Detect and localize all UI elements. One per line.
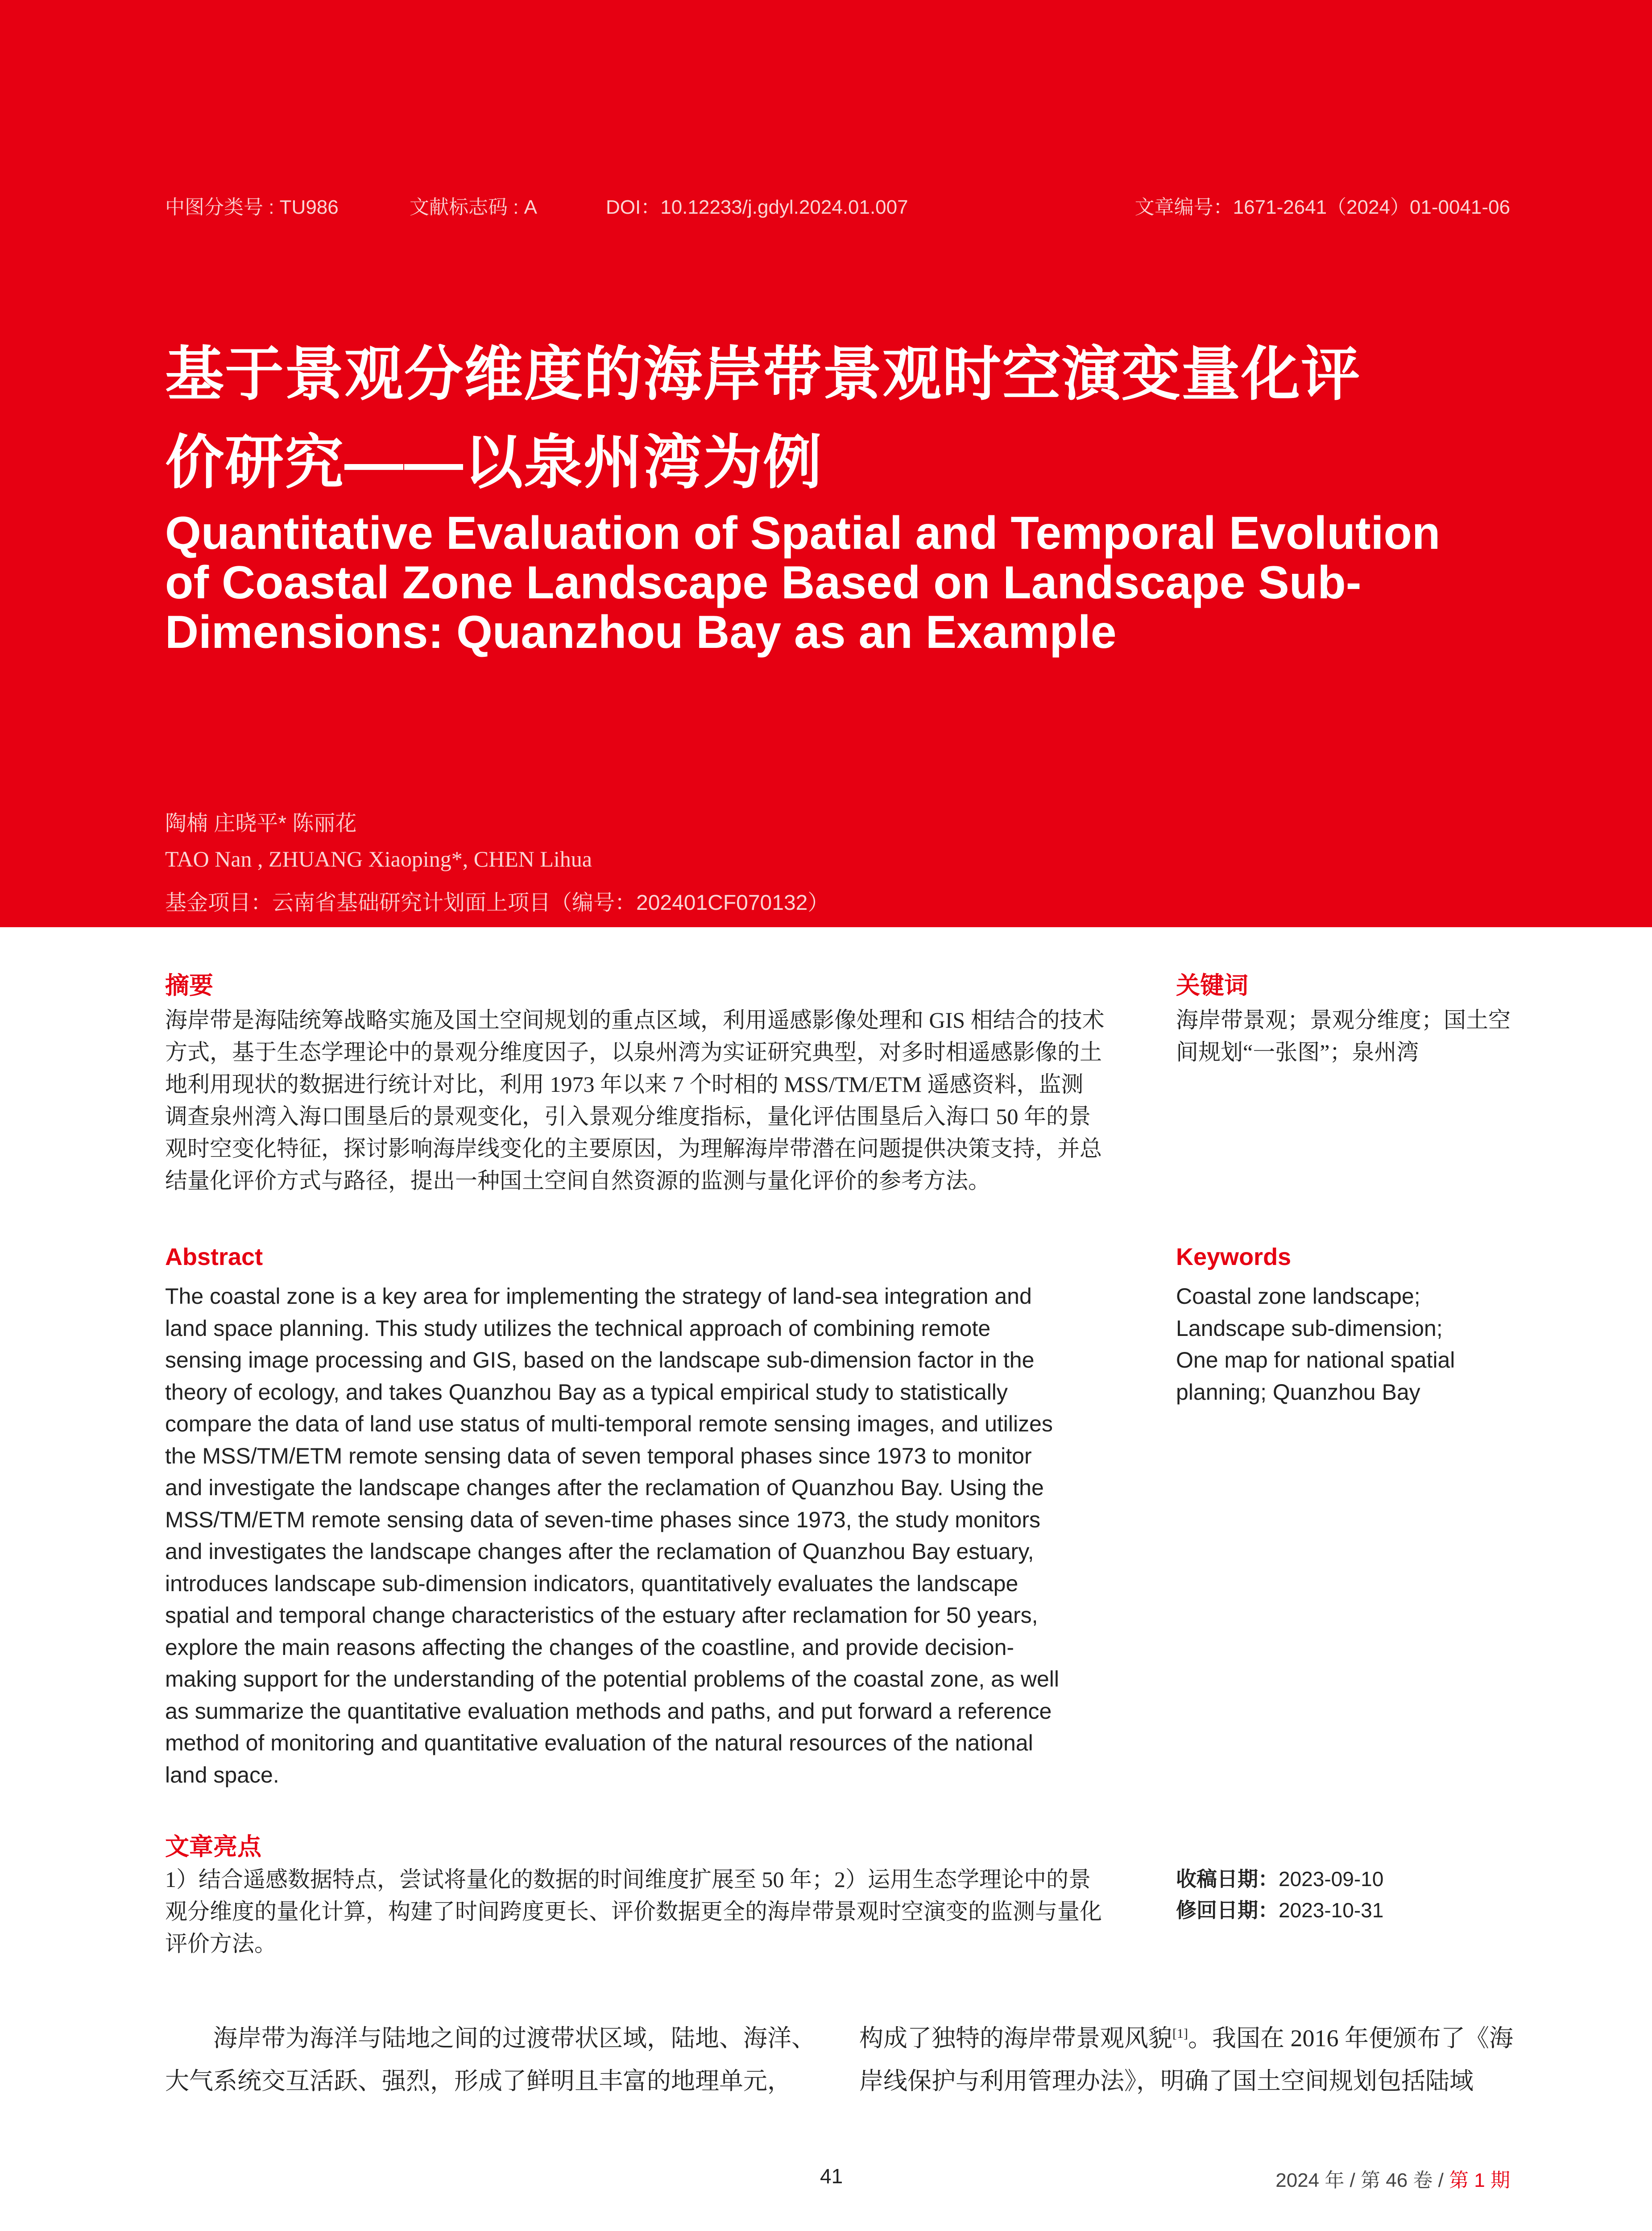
text-line: 海岸带景观；景观分维度；国土空 (1176, 1008, 1511, 1033)
keywords-en-body (1176, 1281, 1497, 1408)
clc-code: 中图分类号 : TU986 (165, 196, 339, 218)
authors-chinese: 陶楠 庄晓平* 陈丽花 (165, 812, 357, 835)
title-en-line: Dimensions: Quanzhou Bay as an Example (165, 606, 1117, 658)
text-line: introduces landscape sub-dimension indicators, quantitatively evaluates the landscape (165, 1571, 1019, 1596)
text-line: One map for national spatial (1176, 1348, 1455, 1373)
text-line: 评价方法。 (165, 1931, 277, 1956)
article-number: 文章编号：1671-2641（2024）01-0041-06 (1134, 196, 1510, 218)
text-line: MSS/TM/ETM remote sensing data of seven-time phases since 1973, the study monitors (165, 1507, 1040, 1532)
highlights-body (165, 1863, 1109, 1960)
document-code: 文献标志码 : A (410, 196, 538, 218)
keywords-cn-heading: 关键词 (1176, 972, 1248, 999)
text-line: and investigate the landscape changes after the reclamation of Quanzhou Bay. Using the (165, 1475, 1044, 1500)
abstract-cn-heading: 摘要 (165, 972, 213, 999)
text-line: Landscape sub-dimension; (1176, 1315, 1443, 1341)
abstract-en-body (165, 1281, 1109, 1791)
text-line: Coastal zone landscape; (1176, 1284, 1420, 1309)
text-line: 结量化评价方式与路径，提出一种国土空间自然资源的监测与量化评价的参考方法。 (165, 1168, 990, 1193)
text-line: theory of ecology, and takes Quanzhou Bay as a typical empirical study to statistically (165, 1379, 1008, 1405)
text-line: 1）结合遥感数据特点，尝试将量化的数据的时间维度扩展至 50 年；2）运用生态学理论中的景 (165, 1867, 1091, 1892)
fund-info: 基金项目：云南省基础研究计划面上项目（编号：202401CF070132） (165, 891, 829, 915)
body-column-right (859, 2017, 1524, 2102)
text-line: 地利用现状的数据进行统计对比，利用 1973 年以来 7 个时相的 MSS/TM/ETM 遥感资料，监测 (165, 1072, 1084, 1097)
highlights-heading: 文章亮点 (165, 1833, 261, 1860)
keywords-cn-body (1176, 1004, 1511, 1068)
body-column-left (165, 2017, 830, 2102)
title-english (165, 509, 1512, 657)
text-line: 间规划“一张图”；泉州湾 (1176, 1040, 1419, 1065)
text-line: explore the main reasons affecting the changes of the coastline, and provide decision- (165, 1634, 1014, 1660)
text-line: The coastal zone is a key area for implementing the strategy of land-sea integration and (165, 1284, 1032, 1309)
text-line: land space. (165, 1762, 279, 1787)
header-banner (0, 0, 1652, 927)
text-line: method of monitoring and quantitative evaluation of the natural resources of the national (165, 1730, 1033, 1755)
title-cn-line: 基于景观分维度的海岸带景观时空演变量化评 (165, 341, 1361, 407)
revised-date: 修回日期：2023-10-31 (1176, 1899, 1384, 1922)
text-line: spatial and temporal change characteristics of the estuary after reclamation for 50 years, (165, 1603, 1038, 1628)
abstract-en-heading: Abstract (165, 1244, 263, 1270)
citation-ref[interactable]: [1] (1172, 2026, 1188, 2041)
authors-english: TAO Nan , ZHUANG Xiaoping*, CHEN Lihua (165, 846, 592, 871)
abstract-cn-body (165, 1004, 1109, 1197)
title-en-line: Quantitative Evaluation of Spatial and Temporal Evolution (165, 507, 1441, 559)
title-en-line: of Coastal Zone Landscape Based on Landscape Sub- (165, 557, 1362, 609)
issue-info: 2024 年 / 第 46 卷 / 第 1 期 (1275, 2169, 1510, 2191)
title-chinese (165, 330, 1495, 507)
text-line: land space planning. This study utilizes the technical approach of combining remote (165, 1315, 991, 1341)
text-line: 岸线保护与利用管理办法》，明确了国土空间规划包括陆域 (859, 2068, 1474, 2094)
text-line: as summarize the quantitative evaluation methods and paths, and put forward a reference (165, 1698, 1052, 1724)
text-line: 大气系统交互活跃、强烈，形成了鲜明且丰富的地理单元， (165, 2068, 791, 2094)
text-line: 构成了独特的海岸带景观风貌[1]。我国在 2016 年便颁布了《海 (859, 2025, 1513, 2052)
text-line: 观分维度的量化计算，构建了时间跨度更长、评价数据更全的海岸带景观时空演变的监测与量化 (165, 1899, 1102, 1924)
text-line: sensing image processing and GIS, based on the landscape sub-dimension factor in the (165, 1348, 1035, 1373)
received-date: 收稿日期：2023-09-10 (1176, 1867, 1384, 1891)
page-number: 41 (820, 2165, 843, 2188)
keywords-en-heading: Keywords (1176, 1244, 1292, 1270)
title-cn-line: 价研究——以泉州湾为例 (165, 430, 823, 495)
text-line: making support for the understanding of the potential problems of the coastal zone, as well (165, 1667, 1059, 1692)
text-line: 海岸带为海洋与陆地之间的过渡带状区域，陆地、海洋、 (213, 2025, 816, 2052)
text-line: 海岸带是海陆统筹战略实施及国土空间规划的重点区域，利用遥感影像处理和 GIS 相结合的技术 (165, 1008, 1105, 1033)
text-line: compare the data of land use status of multi-temporal remote sensing images, and utilizes (165, 1411, 1053, 1436)
dates-block (1176, 1863, 1497, 1926)
text-line: the MSS/TM/ETM remote sensing data of seven temporal phases since 1973 to monitor (165, 1443, 1032, 1468)
text-line: and investigates the landscape changes after the reclamation of Quanzhou Bay estuary, (165, 1539, 1034, 1564)
text-line: 方式，基于生态学理论中的景观分维度因子，以泉州湾为实证研究典型，对多时相遥感影像的土 (165, 1040, 1102, 1065)
text-line: 调查泉州湾入海口围垦后的景观变化，引入景观分维度指标，量化评估围垦后入海口 50 年的景 (165, 1104, 1091, 1129)
text-line: 观时空变化特征，探讨影响海岸线变化的主要原因，为理解海岸带潜在问题提供决策支持，并总 (165, 1136, 1102, 1161)
text-line: planning; Quanzhou Bay (1176, 1379, 1420, 1405)
doi[interactable]: DOI：10.12233/j.gdyl.2024.01.007 (606, 196, 908, 218)
